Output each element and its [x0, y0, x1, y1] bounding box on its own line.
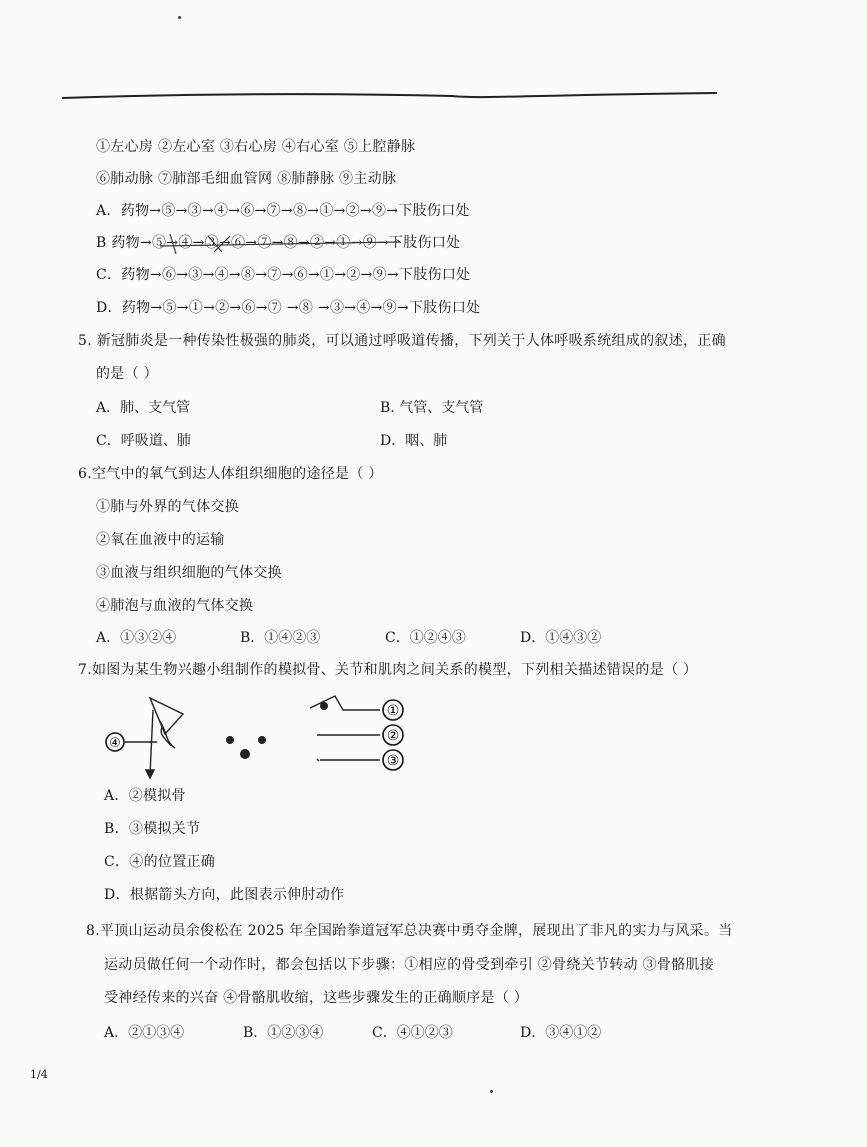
label-3-marker: [383, 750, 403, 770]
header-rule: [62, 90, 717, 102]
q5-option-c: C．呼吸道、肺: [96, 433, 191, 449]
q7-option-a: A．②模拟骨: [104, 788, 186, 804]
scan-speck: [178, 16, 181, 19]
label-4-text: ④: [109, 736, 121, 751]
q5-option-d: D．咽、肺: [380, 433, 448, 449]
q8-option-b: B．①②③④: [243, 1025, 324, 1041]
strike-through-scribble: [150, 230, 410, 256]
q8-stem-line-3: 受神经传来的兴奋 ④骨骼肌收缩，这些步骤发生的正确顺序是（ ）: [104, 990, 529, 1006]
q8-stem-line-1: 8.平顶山运动员余俊松在 2025 年全国跆拳道冠军总决赛中勇夺金牌，展现出了非凡的实力与风采。当: [86, 923, 733, 939]
q8-option-c: C．④①②③: [372, 1025, 453, 1041]
q6-option-d: D．①④③②: [520, 630, 602, 646]
q6-step-4: ④肺泡与血液的气体交换: [96, 598, 254, 614]
q4-option-a: A．药物→⑤→③→④→⑥→⑦→⑧→①→②→⑨→下肢伤口处: [96, 203, 470, 219]
q6-option-a: A．①③②④: [96, 630, 177, 646]
ink-blots: [226, 702, 328, 759]
q8-option-a: A．②①③④: [104, 1025, 185, 1041]
arm-model-sketch: [125, 698, 183, 778]
q7-option-c: C．④的位置正确: [104, 854, 216, 870]
q8-option-d: D．③④①②: [520, 1025, 602, 1041]
q4-option-c: C．药物→⑥→③→④→⑧→⑦→⑥→①→②→⑨→下肢伤口处: [96, 267, 471, 283]
q4-option-d: D．药物→⑤→①→②→⑥→⑦ →⑧ →③→④→⑨→下肢伤口处: [96, 300, 481, 316]
legend-line-1: ①左心房 ②左心室 ③右心房 ④右心室 ⑤上腔静脉: [96, 139, 416, 155]
q7-option-d: D．根据箭头方向，此图表示伸肘动作: [104, 887, 345, 903]
q5-option-b: B. 气管、支气管: [380, 400, 484, 416]
q7-stem: 7.如图为某生物兴趣小组制作的模拟骨、关节和肌肉之间关系的模型，下列相关描述错误的是（ ）: [78, 662, 698, 678]
legend-line-2: ⑥肺动脉 ⑦肺部毛细血管网 ⑧肺静脉 ⑨主动脉: [96, 171, 397, 187]
q6-option-b: B．①④②③: [240, 630, 321, 646]
label-4-marker: [106, 733, 124, 751]
page-number: 1/4: [30, 1068, 48, 1081]
q6-step-2: ②氧在血液中的运输: [96, 532, 225, 548]
label-1-text: ①: [386, 703, 400, 719]
q5-option-a: A．肺、支气管: [96, 400, 191, 416]
label-2-text: ②: [386, 728, 400, 744]
scan-speck: [490, 1090, 493, 1093]
label-1-marker: [383, 700, 403, 720]
label-3-text: ③: [386, 753, 400, 769]
q6-step-3: ③血液与组织细胞的气体交换: [96, 565, 282, 581]
q6-stem: 6.空气中的氧气到达人体组织细胞的途径是（ ）: [78, 466, 383, 482]
q8-stem-line-2: 运动员做任何一个动作时，都会包括以下步骤：①相应的骨受到牵引 ②骨绕关节转动 ③骨骼肌接: [104, 957, 715, 973]
q4-option-b: B 药物→⑤→④→③→⑥→⑦→⑧→②→①→⑨→下肢伤口处: [96, 235, 461, 251]
q6-option-c: C．①②④③: [385, 630, 466, 646]
label-2-marker: [383, 725, 403, 745]
q7-option-b: B．③模拟关节: [104, 821, 201, 837]
q5-stem-line-1: 5. 新冠肺炎是一种传染性极强的肺炎，可以通过呼吸道传播，下列关于人体呼吸系统组成的叙述，正确: [78, 333, 726, 349]
q5-stem-line-2: 的是（ ）: [96, 366, 158, 382]
q6-step-1: ①肺与外界的气体交换: [96, 499, 239, 515]
bone-joint-muscle-diagram: [95, 690, 425, 785]
